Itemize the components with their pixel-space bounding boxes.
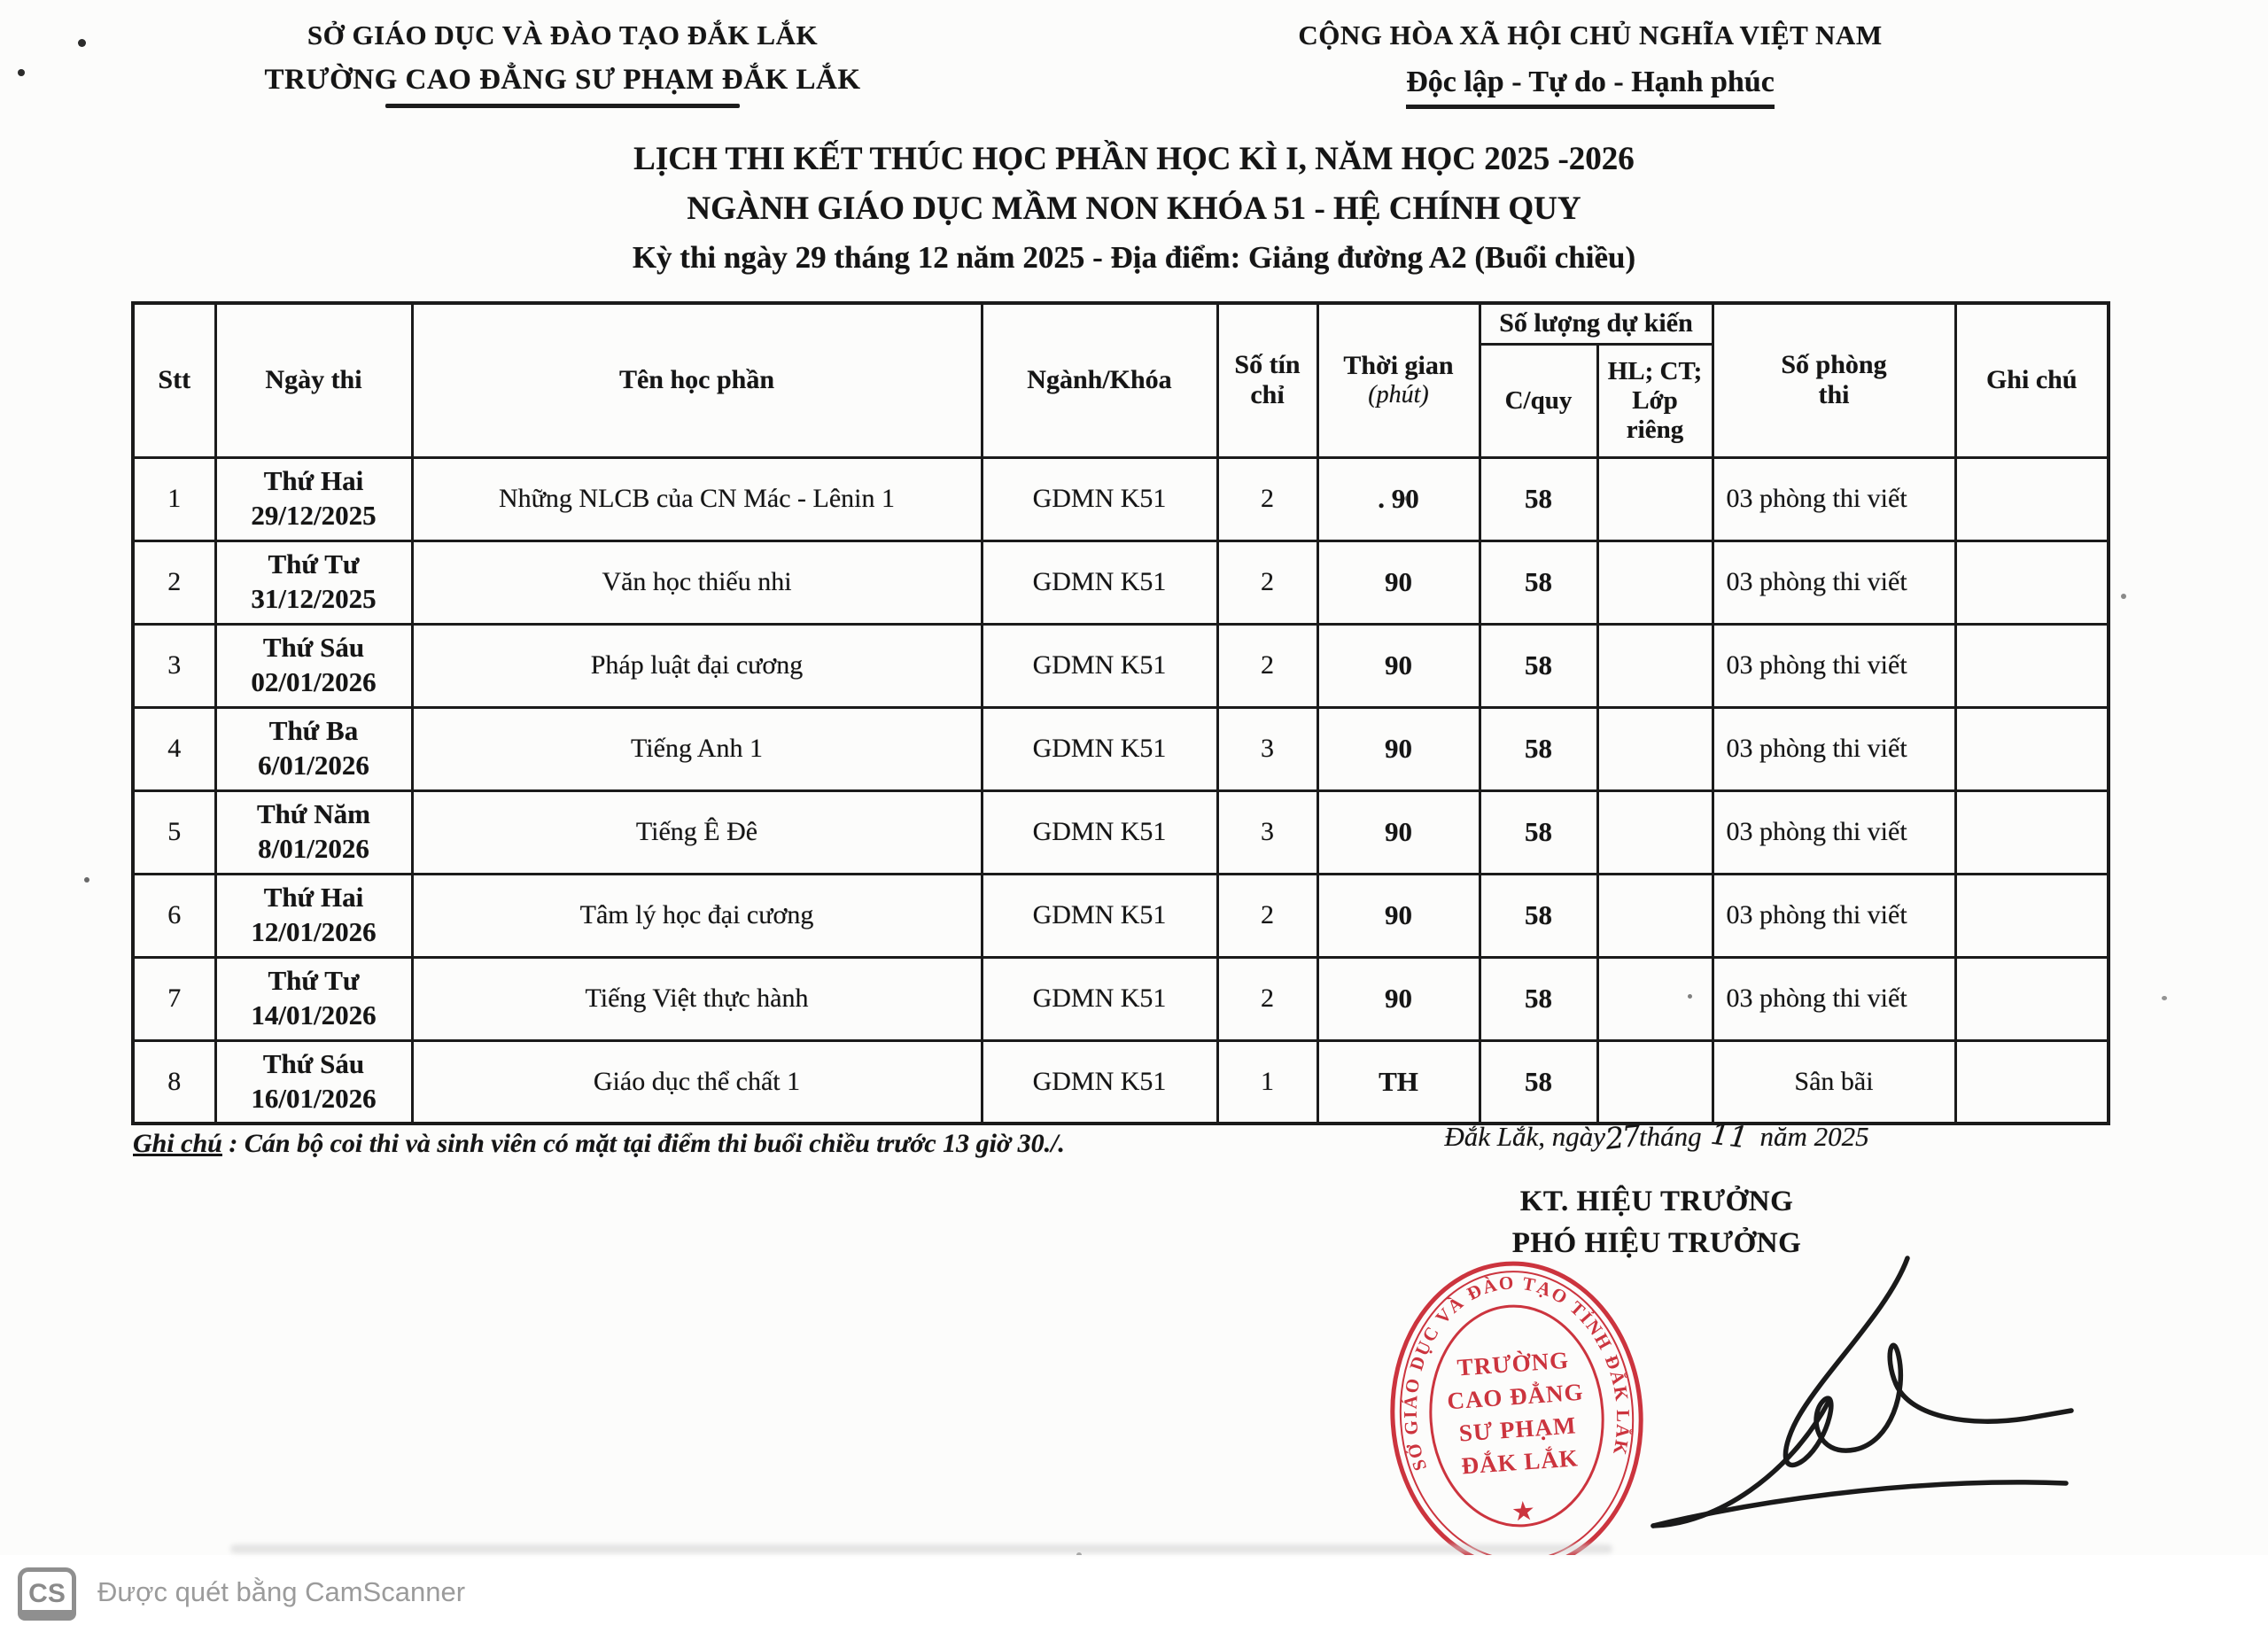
cell-course: Tiếng Anh 1: [412, 707, 982, 790]
cell-cquy: 58: [1480, 1040, 1597, 1124]
signature-underline-flourish: [1653, 1482, 2066, 1526]
scan-smudge: [230, 1544, 1612, 1553]
cell-rooms: 03 phòng thi viết: [1713, 707, 1955, 790]
cell-hl: [1597, 874, 1713, 957]
exam-weekday: Thứ Sáu: [262, 632, 365, 664]
cell-note: [1955, 624, 2109, 707]
cell-rooms: Sân bãi: [1713, 1040, 1955, 1124]
cell-course: Văn học thiếu nhi: [412, 540, 982, 624]
cell-exam-date: [215, 874, 412, 957]
cell-hl: [1597, 957, 1713, 1040]
cell-cquy: 58: [1480, 540, 1597, 624]
cell-course: Những NLCB của CN Mác - Lênin 1: [412, 457, 982, 540]
national-title: CỘNG HÒA XÃ HỘI CHỦ NGHĨA VIỆT NAM: [1298, 19, 1883, 51]
cell-major: GDMN K51: [982, 707, 1217, 790]
col-header-exam-date: Ngày thi: [215, 303, 412, 457]
cell-duration: TH: [1317, 1040, 1480, 1124]
cell-rooms: 03 phòng thi viết: [1713, 957, 1955, 1040]
cell-hl: [1597, 540, 1713, 624]
cell-hl: [1597, 707, 1713, 790]
col-header-credits-line2: chỉ: [1250, 380, 1285, 410]
col-header-duration-line1: Thời gian: [1343, 351, 1454, 381]
cell-credits: 3: [1217, 790, 1317, 874]
cell-rooms: 03 phòng thi viết: [1713, 874, 1955, 957]
table-row: [133, 790, 2109, 874]
cell-cquy: 58: [1480, 457, 1597, 540]
document-title-block: [0, 140, 2268, 276]
scan-speck: [78, 39, 86, 47]
cell-duration: 90: [1317, 624, 1480, 707]
col-header-hl: [1597, 344, 1713, 457]
cell-stt: 3: [133, 624, 215, 707]
date-suffix: năm 2025: [1759, 1121, 1869, 1152]
exam-date: 12/01/2026: [251, 916, 377, 947]
cell-credits: 2: [1217, 874, 1317, 957]
camscanner-logo-tab: [18, 1610, 76, 1621]
cell-stt: 5: [133, 790, 215, 874]
org-parent-name: SỞ GIÁO DỤC VÀ ĐÀO TẠO ĐẮK LẮK: [307, 19, 819, 51]
col-header-hl-line2: Lớp: [1632, 385, 1678, 415]
signature-main-stroke: [1785, 1258, 2071, 1466]
cell-note: [1955, 540, 2109, 624]
camscanner-logo-text: CS: [28, 1579, 66, 1608]
col-header-note: Ghi chú: [1955, 303, 2109, 457]
table-row: [133, 957, 2109, 1040]
cell-stt: 8: [133, 1040, 215, 1124]
handwritten-signature: [1524, 1242, 2091, 1535]
col-header-duration: [1317, 303, 1480, 457]
cell-credits: 2: [1217, 457, 1317, 540]
table-row: [133, 540, 2109, 624]
signature-title-line2: PHÓ HIỆU TRƯỞNG: [1511, 1227, 1802, 1259]
table-row: [133, 457, 2109, 540]
cell-exam-date: [215, 957, 412, 1040]
exam-date: 29/12/2025: [251, 500, 377, 531]
cell-hl: [1597, 1040, 1713, 1124]
col-header-rooms-line1: Số phòng: [1781, 350, 1887, 380]
cell-stt: 4: [133, 707, 215, 790]
stamp-center-line2: CAO ĐẲNG: [1446, 1378, 1585, 1415]
exam-weekday: Thứ Sáu: [262, 1048, 365, 1079]
table-row: [133, 874, 2109, 957]
stamp-ring-label: SỞ GIÁO DỤC VÀ ĐÀO TẠO TỈNH ĐẮK LẮK: [1399, 1271, 1635, 1474]
camscanner-watermark-text: Được quét bằng CamScanner: [97, 1576, 466, 1607]
footer-note-text: Cán bộ coi thi và sinh viên có mặt tại điểm thi buổi chiều trước 13 giờ 30./.: [244, 1129, 1065, 1158]
cell-duration: 90: [1317, 957, 1480, 1040]
handwritten-day: 27: [1604, 1118, 1642, 1156]
cell-course: Giáo dục thể chất 1: [412, 1040, 982, 1124]
col-header-expected-count: Số lượng dự kiến: [1480, 303, 1713, 344]
camscanner-watermark-bar: [0, 1555, 2268, 1633]
cell-exam-date: [215, 1040, 412, 1124]
cell-note: [1955, 1040, 2109, 1124]
cell-note: [1955, 790, 2109, 874]
col-header-rooms: [1713, 303, 1955, 457]
cell-credits: 3: [1217, 707, 1317, 790]
cell-hl: [1597, 790, 1713, 874]
cell-duration: . 90: [1317, 457, 1480, 540]
cell-stt: 7: [133, 957, 215, 1040]
scan-speck: [2121, 594, 2126, 599]
national-motto-block: [1240, 19, 1940, 109]
cell-exam-date: [215, 707, 412, 790]
col-header-major: Ngành/Khóa: [982, 303, 1217, 457]
table-row: [133, 1040, 2109, 1124]
cell-credits: 1: [1217, 1040, 1317, 1124]
cell-note: [1955, 957, 2109, 1040]
camscanner-logo-icon: [18, 1567, 76, 1621]
handwritten-month: 11: [1708, 1116, 1750, 1155]
table-row: [133, 707, 2109, 790]
cell-major: GDMN K51: [982, 457, 1217, 540]
cell-note: [1955, 457, 2109, 540]
date-prefix: Đắk Lắk, ngày: [1444, 1121, 1606, 1152]
col-header-credits-line1: Số tín: [1234, 350, 1301, 380]
cell-cquy: 58: [1480, 874, 1597, 957]
scan-speck: [84, 877, 89, 883]
cell-stt: 2: [133, 540, 215, 624]
exam-weekday: Thứ Hai: [263, 882, 364, 914]
signature-title-line1: KT. HIỆU TRƯỞNG: [1519, 1186, 1794, 1217]
document-title-line2: NGÀNH GIÁO DỤC MẦM NON KHÓA 51 - HỆ CHÍNH QUY: [687, 191, 1581, 227]
cell-course: Tiếng Việt thực hành: [412, 957, 982, 1040]
document-title-line3: Kỳ thi ngày 29 tháng 12 năm 2025 - Địa điểm: Giảng đường A2 (Buổi chiều): [632, 240, 1636, 275]
footer-note: [133, 1129, 1065, 1159]
col-header-course: Tên học phần: [412, 303, 982, 457]
scan-speck: [1404, 496, 1409, 501]
exam-date: 02/01/2026: [251, 666, 377, 697]
place-date-line: [1382, 1116, 1931, 1156]
cell-major: GDMN K51: [982, 957, 1217, 1040]
document-title-line1: LỊCH THI KẾT THÚC HỌC PHẦN HỌC KÌ I, NĂM HỌC 2025 -2026: [633, 141, 1635, 177]
national-motto: Độc lập - Tự do - Hạnh phúc: [1406, 66, 1775, 109]
cell-major: GDMN K51: [982, 790, 1217, 874]
exam-weekday: Thứ Ba: [268, 715, 359, 747]
cell-course: Tâm lý học đại cương: [412, 874, 982, 957]
stamp-center-line3: SƯ PHẠM: [1457, 1411, 1578, 1447]
cell-duration: 90: [1317, 874, 1480, 957]
cell-credits: 2: [1217, 624, 1317, 707]
cell-cquy: 58: [1480, 957, 1597, 1040]
exam-date: 31/12/2025: [251, 583, 377, 614]
cell-stt: 6: [133, 874, 215, 957]
cell-course: Pháp luật đại cương: [412, 624, 982, 707]
cell-cquy: 58: [1480, 707, 1597, 790]
col-header-hl-line1: HL; CT;: [1607, 356, 1703, 385]
exam-weekday: Thứ Năm: [257, 798, 370, 830]
exam-weekday: Thứ Tư: [268, 548, 360, 580]
org-school-name: TRƯỜNG CAO ĐẲNG SƯ PHẠM ĐẮK LẮK: [264, 64, 861, 96]
cell-rooms: 03 phòng thi viết: [1713, 457, 1955, 540]
col-header-credits: [1217, 303, 1317, 457]
cell-exam-date: [215, 540, 412, 624]
cell-rooms: 03 phòng thi viết: [1713, 540, 1955, 624]
cell-credits: 2: [1217, 540, 1317, 624]
exam-date: 14/01/2026: [251, 999, 377, 1030]
footer-note-separator: :: [221, 1129, 245, 1158]
cell-course: Tiếng Ê Đê: [412, 790, 982, 874]
cell-exam-date: [215, 457, 412, 540]
issuing-org-block: [213, 19, 913, 108]
cell-major: GDMN K51: [982, 1040, 1217, 1124]
scan-speck: [2162, 996, 2167, 1000]
cell-rooms: 03 phòng thi viết: [1713, 624, 1955, 707]
stamp-center-line4: ĐẮK LẮK: [1460, 1444, 1580, 1480]
col-header-cquy: C/quy: [1480, 344, 1597, 457]
cell-hl: [1597, 457, 1713, 540]
scan-speck: [18, 69, 25, 76]
cell-exam-date: [215, 624, 412, 707]
cell-hl: [1597, 624, 1713, 707]
cell-note: [1955, 707, 2109, 790]
exam-weekday: Thứ Hai: [263, 465, 364, 497]
exam-date: 16/01/2026: [251, 1082, 377, 1114]
exam-date: 6/01/2026: [258, 750, 369, 781]
col-header-duration-unit: (phút): [1368, 381, 1429, 409]
cell-note: [1955, 874, 2109, 957]
col-header-stt: Stt: [133, 303, 215, 457]
cell-cquy: 58: [1480, 790, 1597, 874]
cell-duration: 90: [1317, 790, 1480, 874]
footer-note-label: Ghi chú: [133, 1129, 222, 1158]
stamp-center-line1: TRƯỜNG: [1456, 1346, 1571, 1381]
date-middle: tháng: [1639, 1121, 1702, 1152]
cell-major: GDMN K51: [982, 874, 1217, 957]
cell-major: GDMN K51: [982, 540, 1217, 624]
org-underline: [385, 104, 740, 108]
col-header-hl-line3: riêng: [1626, 415, 1684, 444]
cell-duration: 90: [1317, 707, 1480, 790]
exam-schedule-table: [131, 301, 2110, 1125]
cell-major: GDMN K51: [982, 624, 1217, 707]
cell-cquy: 58: [1480, 624, 1597, 707]
cell-rooms: 03 phòng thi viết: [1713, 790, 1955, 874]
table-header-row-1: [133, 303, 2109, 344]
col-header-rooms-line2: thi: [1818, 380, 1850, 410]
exam-date: 8/01/2026: [258, 833, 369, 864]
table-row: [133, 624, 2109, 707]
cell-duration: 90: [1317, 540, 1480, 624]
scan-speck: [1688, 994, 1692, 999]
cell-exam-date: [215, 790, 412, 874]
cell-credits: 2: [1217, 957, 1317, 1040]
stamp-star-icon: ★: [1510, 1496, 1537, 1528]
cell-stt: 1: [133, 457, 215, 540]
exam-weekday: Thứ Tư: [268, 965, 360, 997]
